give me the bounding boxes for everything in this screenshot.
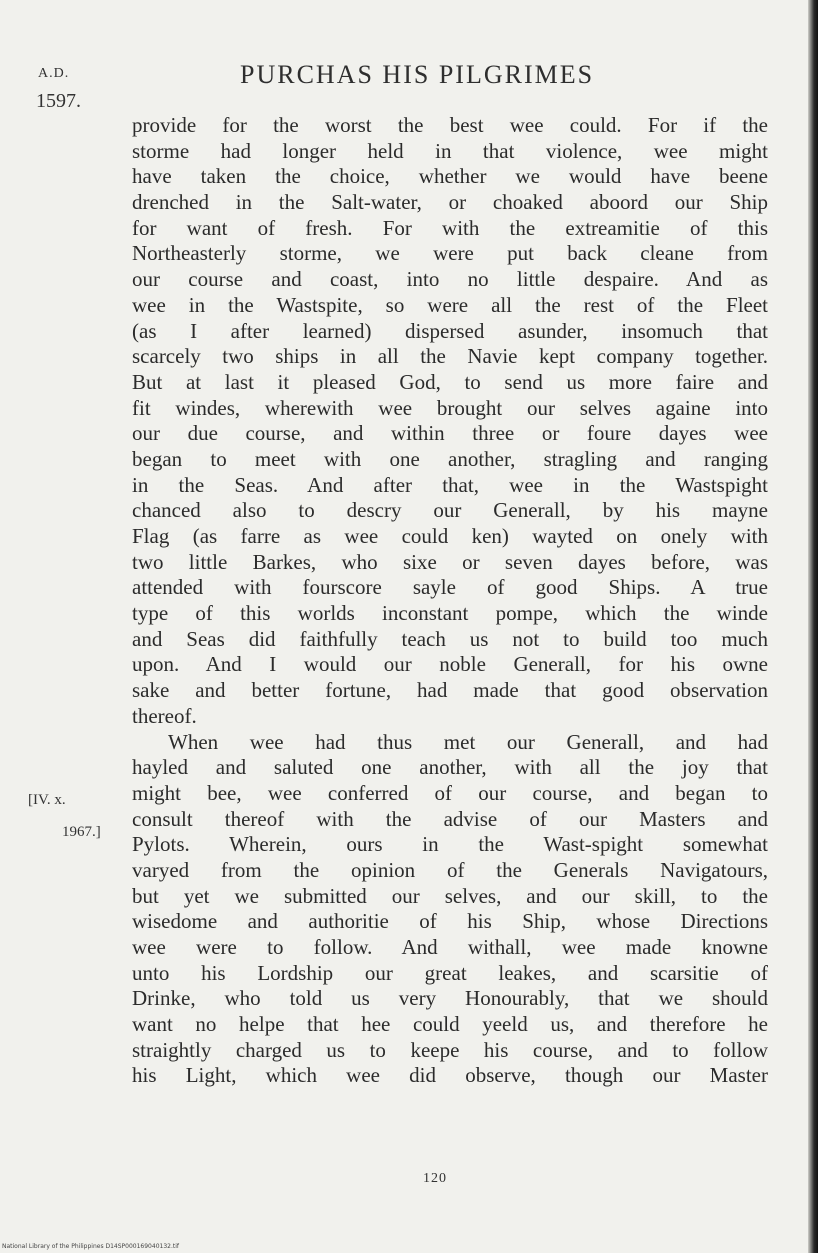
text-line: our course and coast, into no little despaire. And as xyxy=(132,267,768,292)
running-head-title: PURCHAS HIS PILGRIMES xyxy=(240,60,595,89)
text-line: wee were to follow. And withall, wee made knowne xyxy=(132,935,768,959)
text-line: (as I after learned) dispersed asunder, insomuch that xyxy=(132,318,768,343)
scan-credit: National Library of the Philippines D14SP000169040132.tif xyxy=(2,1243,180,1250)
text-line: wisedome and authoritie of his Ship, whose Directions xyxy=(132,909,768,934)
text-line: Pylots. Wherein, ours in the Wast-spight somewhat xyxy=(132,832,768,857)
text-line: fit windes, wherewith wee brought our selves againe into xyxy=(132,395,768,420)
text-line: scarcely two ships in all the Navie kept company together. xyxy=(132,344,768,369)
marginal-date-year: 1597. xyxy=(36,90,81,112)
text-line: attended with fourscore sayle of good Ships. A true xyxy=(132,575,768,600)
text-line-paragraph-end: thereof. xyxy=(132,703,197,728)
text-line: storme had longer held in that violence, wee might xyxy=(132,138,768,163)
text-line: provide for the worst the best wee could. For if the xyxy=(132,113,768,137)
text-line: have taken the choice, whether we would have beene xyxy=(132,164,768,189)
marginal-date-ad: A.D. xyxy=(38,66,70,81)
text-line: varyed from the opinion of the Generals Navigatours, xyxy=(132,857,768,882)
text-line: But at last it pleased God, to send us more faire and xyxy=(132,369,768,394)
text-line: but yet we submitted our selves, and our skill, to the xyxy=(132,883,768,908)
text-line: Flag (as farre as wee could ken) wayted on onely with xyxy=(132,524,768,548)
text-line: might bee, wee conferred of our course, and began to xyxy=(132,780,768,805)
text-line: Northeasterly storme, we were put back cleane from xyxy=(132,241,768,266)
text-line: for want of fresh. For with the extreamitie of this xyxy=(132,215,768,240)
text-line: his Light, which wee did observe, though our Master xyxy=(132,1063,768,1088)
text-line-paragraph-start: When wee had thus met our Generall, and had xyxy=(168,729,768,754)
text-line: upon. And I would our noble Generall, for his owne xyxy=(132,652,768,677)
text-line: in the Seas. And after that, wee in the Wastspight xyxy=(132,472,768,497)
text-line: chanced also to descry our Generall, by his mayne xyxy=(132,498,768,523)
text-line: hayled and saluted one another, with all the joy that xyxy=(132,755,768,780)
text-line: two little Barkes, who sixe or seven dayes before, was xyxy=(132,549,768,574)
page-number: 120 xyxy=(423,1171,447,1186)
book-spine-shadow xyxy=(808,0,818,1253)
margin-reference-volume: [IV. x. xyxy=(28,792,66,808)
text-line: consult thereof with the advise of our Masters and xyxy=(132,806,768,831)
text-line: and Seas did faithfully teach us not to build too much xyxy=(132,626,768,651)
text-line: began to meet with one another, stragling and ranging xyxy=(132,446,768,471)
text-line: want no helpe that hee could yeeld us, and therefore he xyxy=(132,1012,768,1037)
text-line: Drinke, who told us very Honourably, that we should xyxy=(132,986,768,1011)
body-text xyxy=(132,113,768,1089)
text-line: drenched in the Salt-water, or choaked aboord our Ship xyxy=(132,190,768,215)
text-line: straightly charged us to keepe his course, and to follow xyxy=(132,1037,768,1062)
text-line: our due course, and within three or foure dayes wee xyxy=(132,421,768,446)
text-line: type of this worlds inconstant pompe, which the winde xyxy=(132,601,768,626)
text-line: wee in the Wastspite, so were all the rest of the Fleet xyxy=(132,292,768,317)
margin-reference-page: 1967.] xyxy=(62,824,101,840)
text-line: sake and better fortune, had made that good observation xyxy=(132,678,768,703)
text-line: unto his Lordship our great leakes, and scarsitie of xyxy=(132,960,768,985)
